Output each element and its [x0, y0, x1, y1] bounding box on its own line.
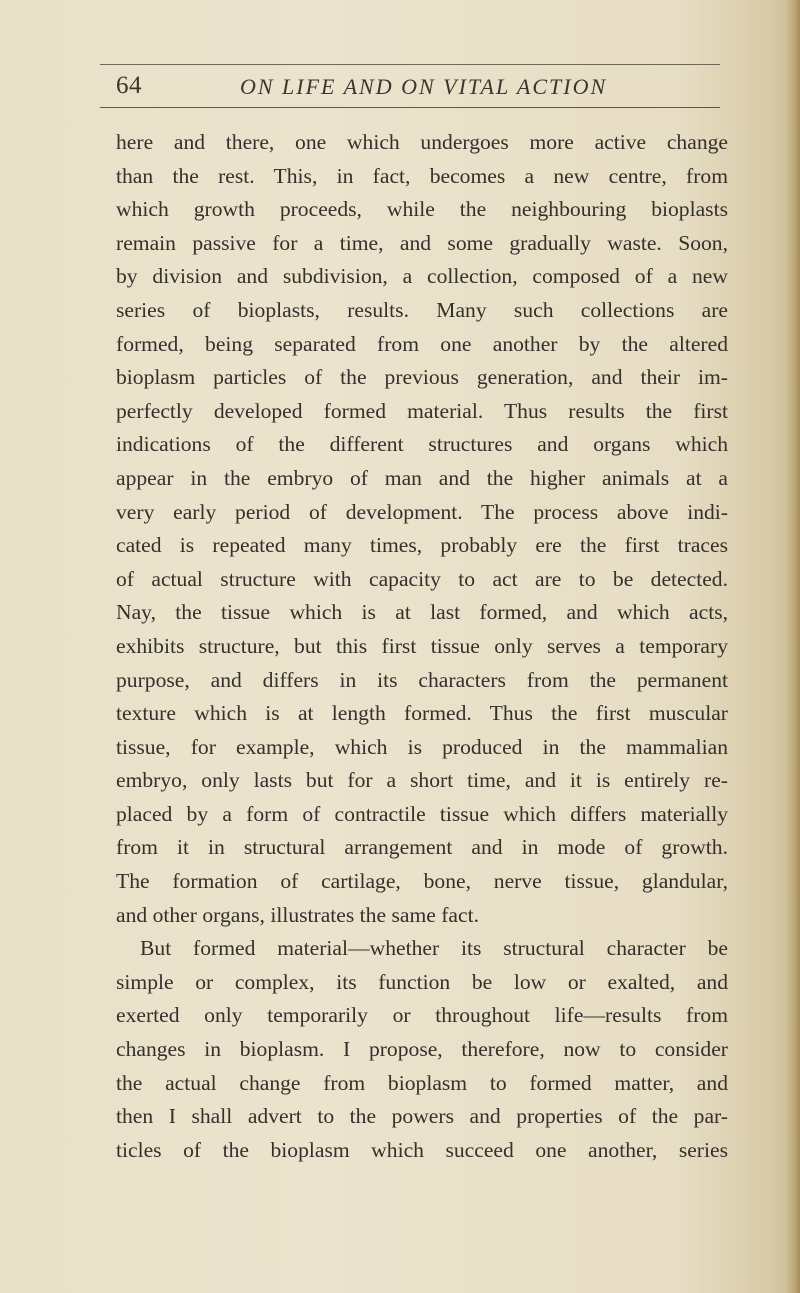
text-line: cated is repeated many times, probably ere the first traces [116, 533, 728, 558]
text-line: texture which is at length formed. Thus the first muscular [116, 701, 728, 726]
text-line: exerted only temporarily or throughout life—results from [116, 1003, 728, 1028]
text-line: here and there, one which undergoes more active change [116, 130, 728, 154]
text-line: tissue, for example, which is produced in the mammalian [116, 734, 728, 759]
running-title: ON LIFE AND ON VITAL ACTION [240, 74, 608, 99]
text-line: indications of the different structures and organs which [116, 432, 728, 457]
page-edge-shadow [786, 0, 800, 1293]
text-line: ticles of the bioplasm which succeed one another, series [116, 1137, 728, 1162]
text-line: formed, being separated from one another by the altered [116, 331, 728, 356]
text-line: simple or complex, its function be low or exalted, and [116, 969, 728, 994]
text-line: appear in the embryo of man and the higher animals at a [116, 465, 728, 490]
body-text [116, 126, 728, 1167]
text-line: exhibits structure, but this first tissue only serves a temporary [116, 633, 728, 658]
header-rule-bottom [100, 107, 720, 108]
text-line: embryo, only lasts but for a short time, and it is entirely re- [116, 768, 728, 793]
text-line: bioplasm particles of the previous generation, and their im- [116, 365, 728, 390]
text-line: than the rest. This, in fact, becomes a new centre, from [116, 163, 728, 188]
text-line: changes in bioplasm. I propose, therefore, now to consider [116, 1037, 728, 1062]
text-line: The formation of cartilage, bone, nerve tissue, glandular, [116, 869, 728, 894]
text-line: by division and subdivision, a collection, composed of a new [116, 264, 728, 289]
text-line: very early period of development. The process above indi- [116, 499, 728, 524]
text-line: then I shall advert to the powers and properties of the par- [116, 1104, 728, 1129]
text-line: remain passive for a time, and some gradually waste. Soon, [116, 230, 728, 255]
page-header [100, 60, 720, 108]
text-line: from it in structural arrangement and in mode of growth. [116, 835, 728, 860]
page-number: 64 [116, 72, 142, 99]
text-line: the actual change from bioplasm to formed matter, and [116, 1070, 728, 1095]
text-line: and other organs, illustrates the same fact. [116, 902, 479, 927]
text-line: Nay, the tissue which is at last formed, and which acts, [116, 600, 728, 625]
text-line: of actual structure with capacity to act are to be detected. [116, 566, 728, 591]
text-line: But formed material—whether its structural character be [140, 936, 728, 961]
text-line: series of bioplasts, results. Many such collections are [116, 297, 728, 322]
text-line: purpose, and differs in its characters from the permanent [116, 667, 728, 692]
text-line: which growth proceeds, while the neighbouring bioplasts [116, 197, 728, 222]
text-line: perfectly developed formed material. Thus results the first [116, 398, 728, 423]
header-rule-top [100, 64, 720, 65]
text-line: placed by a form of contractile tissue which differs materially [116, 801, 728, 826]
